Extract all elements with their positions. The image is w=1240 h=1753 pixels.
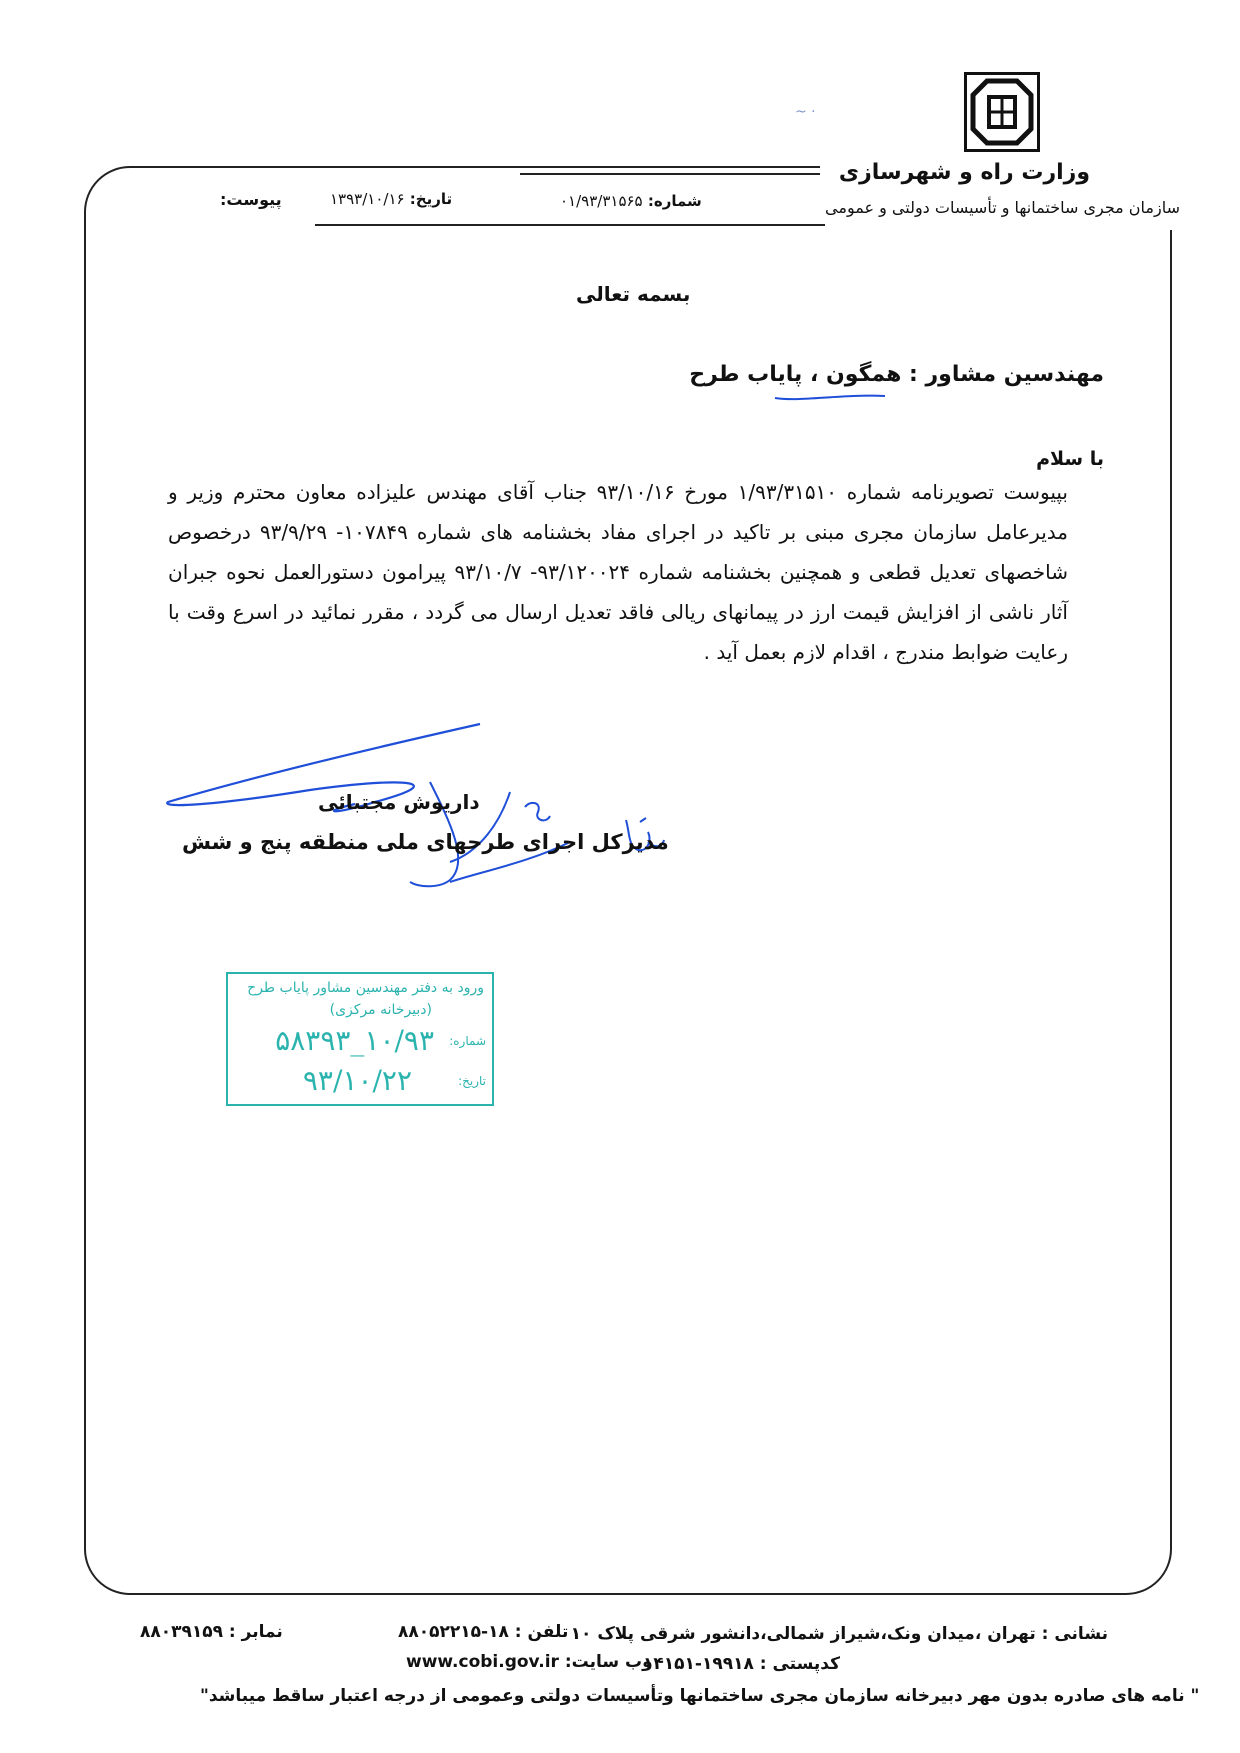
signer-title: مدیرکل اجرای طرحهای ملی منطقه پنج و شش — [182, 830, 669, 854]
signer-name: داریوش مجتبائی — [318, 790, 480, 814]
footer-fax: نمابر : ۸۸۰۳۹۱۵۹ — [140, 1622, 283, 1642]
addressee-underline-icon — [770, 388, 890, 404]
stamp-line-1: ورود به دفتر مهندسین مشاور پایاب طرح — [247, 980, 484, 996]
ministry-logo — [964, 72, 1040, 152]
letter-date-value: ۱۳۹۳/۱۰/۱۶ — [330, 190, 405, 208]
stamp-line-2: (دبیرخانه مرکزی) — [329, 1002, 432, 1018]
ministry-logo-icon — [967, 75, 1037, 149]
letter-number-value: ۰۱/۹۳/۳۱۵۶۵ — [560, 192, 643, 210]
receipt-stamp — [226, 972, 494, 1106]
letter-body: بپیوست تصویرنامه شماره ۱/۹۳/۳۱۵۱۰ مورخ ۹۳/۱۰/۱۶ جناب آقای مهندس علیزاده معاون محترم وزیر و مدیرعامل سازمان مجری مبنی بر تاکید در اجرای مفاد بخشنامه های شماره ۱۰۷۸۴۹- ۹۳/۹/۲۹ درخصوص شاخصهای تعدیل قطعی و همچنین بخشنامه شماره ۹۳/۱۲۰۰۲۴- ۹۳/۱۰/۷ پیرامون دستورالعمل نحوه جبران آثار ناشی از افزایش قیمت ارز در پیمانهای ریالی فاقد تعدیل ارسال می گردد ، مقرر نمائید در اسرع وقت با رعایت ضوابط مندرج ، اقدام لازم بعمل آید . — [168, 480, 1068, 664]
footer-website-label: وب سایت: — [564, 1652, 653, 1672]
header-top-rule — [520, 173, 820, 175]
stamp-date-value: ۹۳/۱۰/۲۲ — [302, 1064, 412, 1097]
footer-postal-code: کدپستی : ۱۹۹۱۸-۱۴۱۵۱ — [642, 1654, 840, 1674]
footer-phone: تلفن : ۱۸-۸۸۰۵۲۲۱۵ — [398, 1622, 569, 1642]
footer-address: نشانی : تهران ،میدان ونک،شیراز شمالی،دانشور شرقی پلاک ۱۰ — [570, 1624, 1108, 1644]
invocation: بسمه تعالی — [576, 282, 691, 306]
ministry-name: وزارت راه و شهرسازی — [838, 160, 1090, 185]
addressee: مهندسین مشاور : همگون ، پایاب طرح — [689, 362, 1104, 387]
footer-website — [406, 1652, 653, 1672]
stamp-date-label: تاریخ: — [458, 1074, 486, 1088]
attachment-label: پیوست: — [220, 190, 282, 209]
footer-website-link[interactable]: www.cobi.gov.ir — [406, 1652, 559, 1672]
scan-mark: ~ · — [795, 104, 816, 120]
organization-name: سازمان مجری ساختمانها و تأسیسات دولتی و عمومی — [825, 198, 1180, 217]
stamp-number-label: شماره: — [449, 1034, 486, 1048]
header-bottom-rule — [315, 224, 825, 226]
letter-number — [560, 192, 702, 210]
letter-date-label: تاریخ: — [409, 190, 453, 208]
footer-disclaimer: " نامه های صادره بدون مهر دبیرخانه سازمان مجری ساختمانها وتأسیسات دولتی وعمومی از درجه اعتبار ساقط میباشد" — [200, 1686, 1200, 1706]
letter-number-label: شماره: — [647, 192, 702, 210]
greeting: با سلام — [1036, 448, 1104, 470]
letter-date — [330, 190, 452, 208]
stamp-number-value: ۱۰/۹۳_۵۸۳۹۳ — [275, 1024, 434, 1057]
